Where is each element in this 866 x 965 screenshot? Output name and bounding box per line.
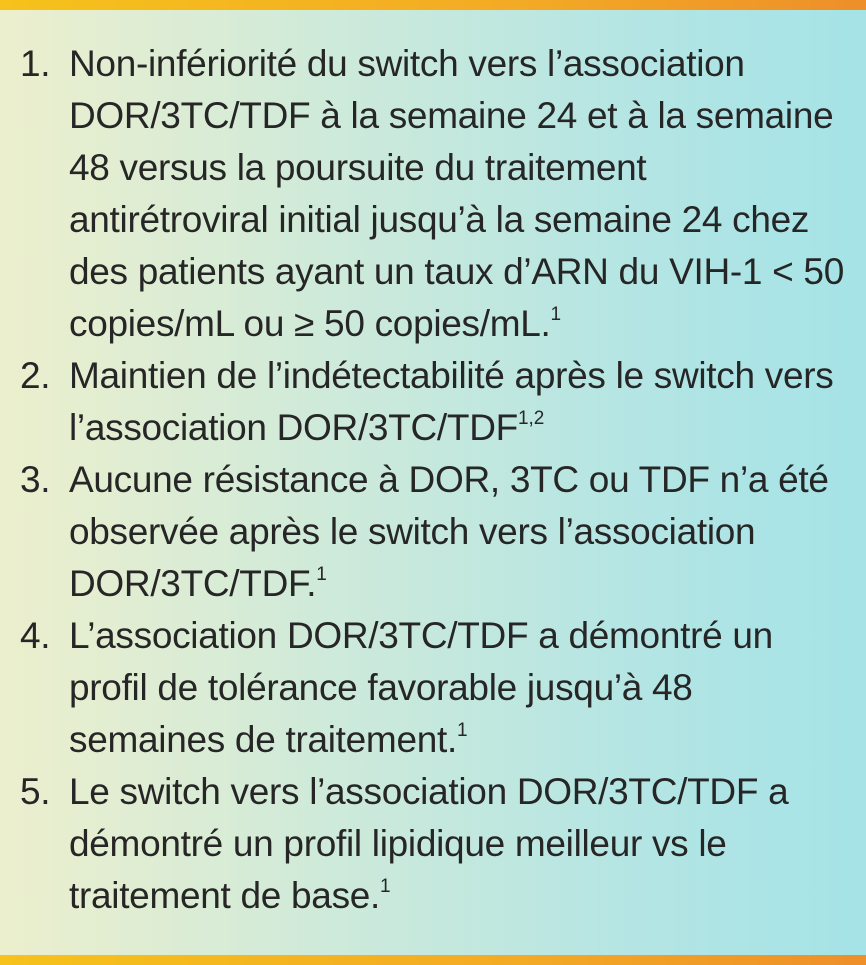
item-number: 1. — [20, 43, 51, 84]
reference-superscript: 1,2 — [517, 407, 545, 429]
item-text-body: Non-infériorité du switch vers l’association DOR/3TC/TDF à la semaine 24 et à la semaine 48 versus la poursuite du traitement antirétroviral initial jusqu’à la semaine 24 chez des patients ayant un taux d’ARN du VIH-1 < 50 copies/mL ou ≥ 50 copies/mL. — [69, 43, 844, 344]
item-text — [69, 350, 850, 454]
item-text — [69, 766, 850, 922]
reference-superscript: 1 — [456, 719, 468, 741]
item-number: 5. — [20, 771, 51, 812]
item-text — [69, 610, 850, 766]
list-item — [20, 454, 850, 610]
list-item — [20, 38, 850, 350]
list-item — [20, 350, 850, 454]
top-accent-bar — [0, 0, 866, 10]
item-number: 4. — [20, 615, 51, 656]
list-item — [20, 610, 850, 766]
reference-superscript: 1 — [316, 563, 327, 585]
reference-superscript: 1 — [380, 875, 391, 897]
key-points-list — [20, 38, 850, 922]
reference-superscript: 1 — [550, 303, 562, 325]
item-number: 3. — [20, 459, 51, 500]
bottom-accent-bar — [0, 955, 866, 965]
item-number: 2. — [20, 355, 51, 396]
item-text-body: Maintien de l’indétectabilité après le switch vers l’association DOR/3TC/TDF — [69, 355, 834, 448]
item-text — [69, 454, 850, 610]
item-text — [69, 38, 850, 350]
list-item — [20, 766, 850, 922]
item-text-body: L’association DOR/3TC/TDF a démontré un profil de tolérance favorable jusqu’à 48 semaines de traitement. — [69, 615, 773, 760]
item-text-body: Le switch vers l’association DOR/3TC/TDF a démontré un profil lipidique meilleur vs le traitement de base. — [69, 771, 789, 916]
item-text-body: Aucune résistance à DOR, 3TC ou TDF n’a été observée après le switch vers l’association DOR/3TC/TDF. — [69, 459, 829, 604]
